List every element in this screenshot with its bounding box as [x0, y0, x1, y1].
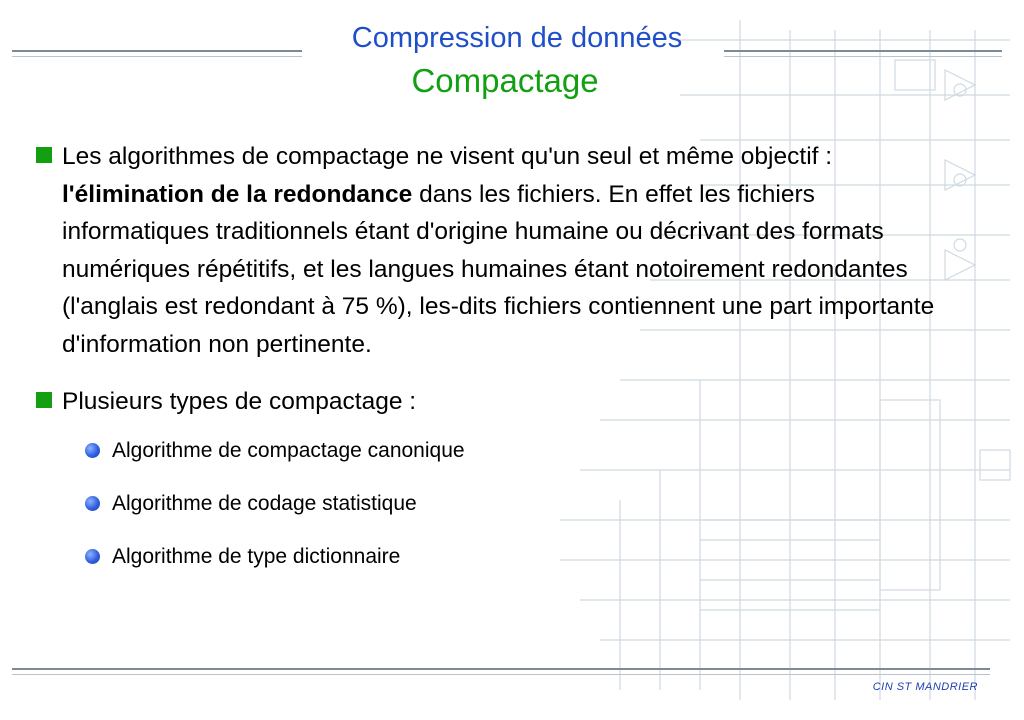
sub-bullet-text: Algorithme de codage statistique	[112, 491, 417, 515]
green-square-icon	[36, 392, 52, 408]
footer-label: CIN ST MANDRIER	[872, 681, 978, 693]
green-square-icon	[36, 147, 52, 163]
blue-circle-icon	[85, 443, 100, 458]
title-rule-right	[724, 50, 1002, 52]
sub-bullet-text: Algorithme de compactage canonique	[112, 438, 465, 462]
title-rule-left	[12, 50, 302, 52]
bullet-item-types	[34, 383, 954, 421]
sub-bullet-text: Algorithme de type dictionnaire	[112, 544, 401, 568]
bullet-text-after: dans les fichiers. En effet les fichiers informatiques traditionnels étant d'origine humaine ou décrivant des formats numériques répétitifs, et les langues humaines étant notoirement redondantes (l'anglais est redondant à 75 %), les-dits fichiers contiennent une part importante d'information non pertinente.	[62, 180, 935, 358]
bullet-text-before: Les algorithmes de compactage ne visent qu'un seul et même objectif :	[62, 143, 833, 170]
blue-circle-icon	[85, 496, 100, 511]
slide-content	[34, 138, 954, 596]
footer-rule	[12, 668, 990, 670]
page-title: Compression de données	[351, 22, 683, 54]
blue-circle-icon	[85, 549, 100, 564]
sub-bullet-item	[34, 437, 954, 465]
page-subtitle: Compactage	[411, 62, 599, 99]
bullet-item-definition	[34, 138, 954, 363]
bullet-text	[62, 143, 934, 358]
bullet-text: Plusieurs types de compactage :	[62, 388, 417, 415]
sub-bullet-item	[34, 490, 954, 518]
title-row	[12, 20, 1002, 64]
bullet-text-bold: l'élimination de la redondance	[62, 180, 413, 208]
sub-bullet-list	[34, 437, 954, 571]
sub-bullet-item	[34, 543, 954, 571]
